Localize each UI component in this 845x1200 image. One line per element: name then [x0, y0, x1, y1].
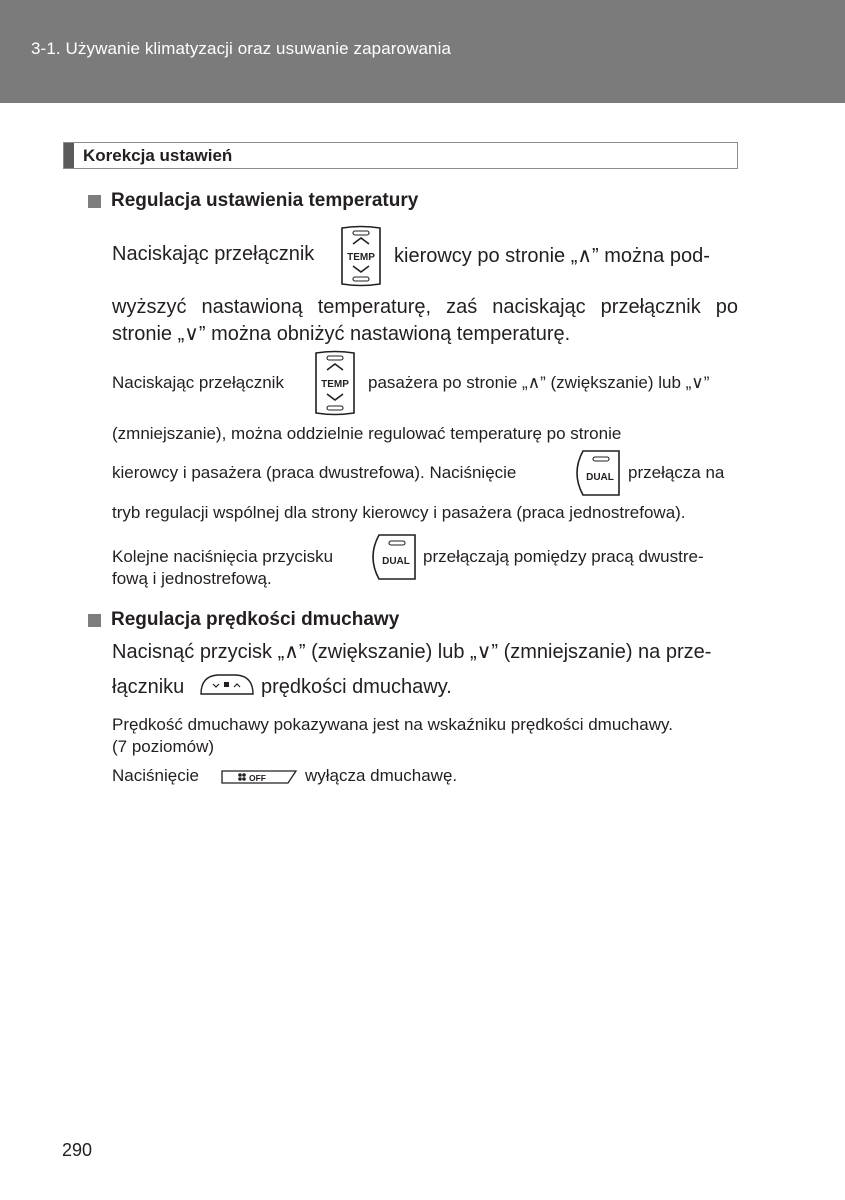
temp-line-3: stronie „∨” można obniżyć nastawioną temperaturę. — [112, 323, 571, 345]
dual-label: DUAL — [586, 472, 614, 483]
temp-note-3a: kierowcy i pasażera (praca dwustrefowa). Naciśnięcie — [112, 463, 517, 482]
temp-note-2: (zmniejszanie), można oddzielnie regulować temperaturę po stronie — [112, 424, 622, 443]
fan-heading-text: Regulacja prędkości dmuchawy — [111, 609, 400, 630]
temp-note-5a: Kolejne naciśnięcia przycisku — [112, 547, 334, 566]
section-heading-box — [63, 142, 738, 169]
temp-note-6: fową i jednostrefową. — [112, 569, 272, 588]
square-bullet-icon — [88, 195, 101, 208]
temp-note-1b: pasażera po stronie „∧” (zwiększanie) lub „∨” — [368, 373, 710, 392]
temp-note-3b: przełącza na — [628, 463, 725, 482]
temp-line-2: wyższyć nastawioną temperaturę, zaś naciskając przełącznik po — [112, 296, 738, 318]
fan-note-1: Prędkość dmuchawy pokazywana jest na wskaźniku prędkości dmuchawy. — [112, 715, 673, 734]
temp-label-passenger: TEMP — [321, 379, 349, 390]
off-label: OFF — [249, 773, 266, 783]
temp-note-4: tryb regulacji wspólnej dla strony kierowcy i pasażera (praca jednostrefowa). — [112, 503, 686, 522]
temp-note-5b: przełączają pomiędzy pracą dwustre- — [423, 547, 704, 566]
dual-button-icon — [569, 449, 621, 497]
square-bullet-icon — [88, 614, 101, 627]
temp-switch-icon — [338, 225, 384, 287]
dual-label-2: DUAL — [382, 556, 410, 567]
fan-line-2a: łączniku — [112, 676, 185, 698]
section-heading-bar — [64, 143, 74, 168]
temp-line-1a: Naciskając przełącznik — [112, 243, 315, 265]
temp-switch-passenger-icon — [312, 350, 358, 416]
fan-note-3b: wyłącza dmuchawę. — [305, 766, 458, 785]
fan-line-2b: prędkości dmuchawy. — [261, 676, 452, 698]
temp-line-1b: kierowcy po stronie „∧” można pod- — [394, 245, 710, 267]
temp-label: TEMP — [347, 252, 375, 263]
section-title: Korekcja ustawień — [83, 146, 233, 165]
temp-note-1a: Naciskając przełącznik — [112, 373, 284, 392]
fan-line-1: Nacisnąć przycisk „∧” (zwiększanie) lub „∨” (zmniejszanie) na prze- — [112, 641, 712, 663]
chapter-title: 3-1. Używanie klimatyzacji oraz usuwanie zaparowania — [31, 39, 451, 58]
fan-speed-switch-icon — [198, 672, 256, 698]
temperature-subheading — [88, 190, 418, 212]
fan-note-3a: Naciśnięcie — [112, 766, 199, 785]
page-number: 290 — [62, 1140, 93, 1160]
temperature-heading-text: Regulacja ustawienia temperatury — [111, 190, 419, 211]
fan-note-2: (7 poziomów) — [112, 737, 215, 756]
fan-off-button-icon — [218, 768, 298, 786]
fan-subheading — [88, 609, 399, 631]
page-header — [0, 0, 845, 103]
dual-button-icon-2 — [365, 533, 417, 581]
